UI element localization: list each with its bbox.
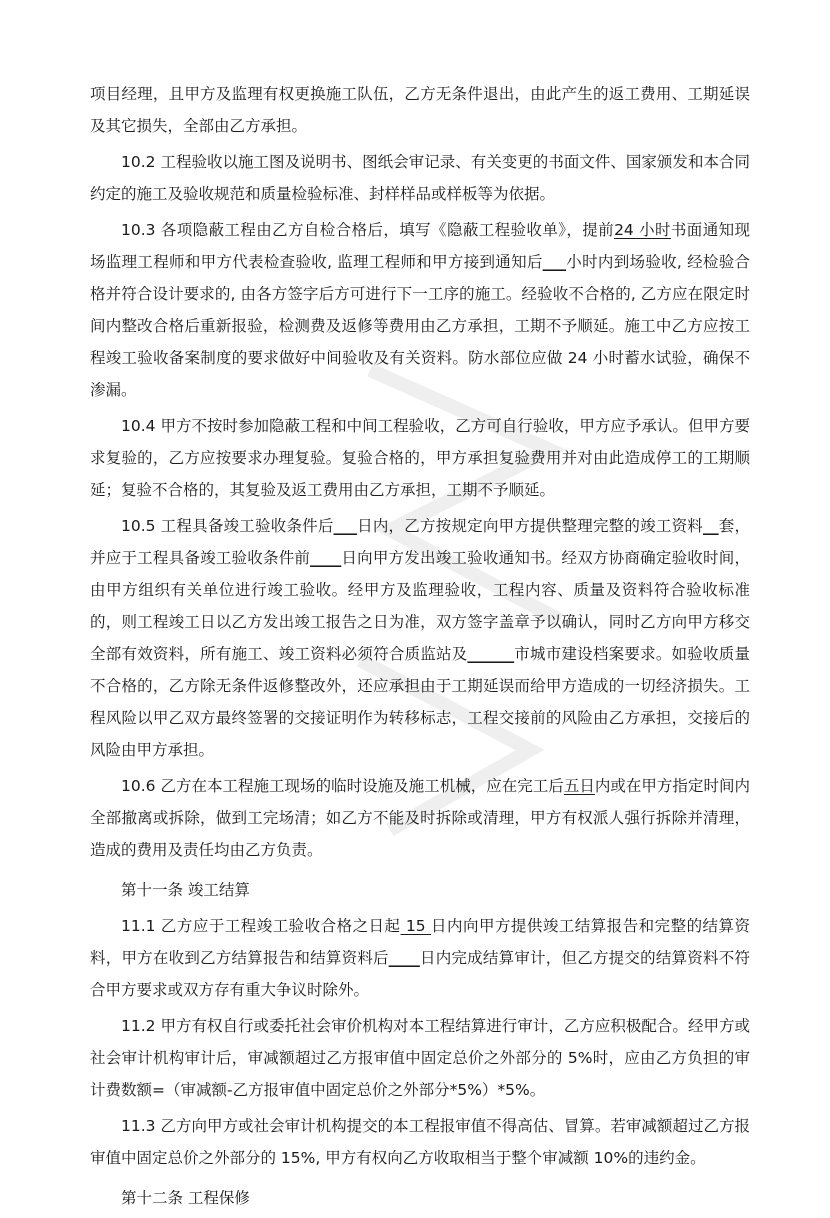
text-segment: 10.6 乙方在本工程施工现场的临时设施及施工机械，应在完工后 <box>121 777 564 795</box>
paragraph-11-1 <box>90 910 750 1006</box>
underlined-value: 15 <box>400 917 432 935</box>
paragraph-11-2: 11.2 甲方有权自行或委托社会审价机构对本工程结算进行审计，乙方应积极配合。经甲方或社会审计机构审计后，审减额超过乙方报审值中固定总价之外部分的 5%时，应由乙方负担的审计费数额=（审减额-乙方报审值中固定总价之外部分*5%）*5%。 <box>90 1017 750 1099</box>
text-segment: 市城市建设档案要求。如验收质量不合格的，乙方除无条件返修整改外，还应承担由于工期延误而给甲方造成的一切经济损失。工程风险以甲乙双方最终签署的交接证明作为转移标志，工程交接前的风险由乙方承担，交接后的风险由甲方承担。 <box>90 645 750 759</box>
paragraph-11-3: 11.3 乙方向甲方或社会审计机构提交的本工程报审值不得高估、冒算。若审减额超过乙方报审值中固定总价之外部分的 15%, 甲方有权向乙方收取相当于整个审减额 10%的违约金。 <box>90 1117 750 1167</box>
section-heading-11: 第十一条 竣工结算 <box>121 881 250 899</box>
text-segment: 书面通知现场监理工程师和甲方代表检查验收, 监理工程师和甲方接到通知后 <box>90 221 750 271</box>
text-segment: 日向甲方发出竣工验收通知书。经双方协商确定验收时间，由甲方组织有关单位进行竣工验收。经甲方及监理验收，工程内容、质量及资料符合验收标准的，则工程竣工日以乙方发出竣工报告之日为准，双方签字盖章予以确认，同时乙方向甲方移交全部有效资料，所有施工、竣工资料必须符合质监站及 <box>90 549 750 663</box>
section-heading-12: 第十二条 工程保修 <box>121 1189 250 1207</box>
document-body <box>90 78 750 1218</box>
paragraph-10-2: 10.2 工程验收以施工图及说明书、图纸会审记录、有关变更的书面文件、国家颁发和本合同约定的施工及验收规范和质量检验标准、封样样品或样板等为依据。 <box>90 153 750 203</box>
blank-field: ____ <box>388 949 420 967</box>
text-segment: 日内，乙方按规定向甲方提供整理完整的竣工资料 <box>356 517 704 535</box>
blank-field: ____ <box>310 549 342 567</box>
blank-field: ______ <box>467 645 515 663</box>
blank-field: __ <box>703 517 719 535</box>
text-segment: 日内完成结算审计，但乙方提交的结算资料不符合甲方要求或双方存有重大争议时除外。 <box>90 949 750 999</box>
blank-field: ___ <box>542 253 566 271</box>
text-segment: 内或在甲方指定时间内全部撤离或拆除，做到工完场清；如乙方不能及时拆除或清理，甲方有权派人强行拆除并清理，造成的费用及责任均由乙方负责。 <box>90 777 750 859</box>
text-segment: 10.3 各项隐蔽工程由乙方自检合格后，填写《隐蔽工程验收单》，提前 <box>121 221 615 239</box>
paragraph-10-5 <box>90 510 750 766</box>
text-segment: 小时内到场验收, 经检验合格并符合设计要求的, 由各方签字后方可进行下一工序的施工。经验收不合格的, 乙方应在限定时间内整改合格后重新报验，检测费及返修等费用由乙方承担，工期不予顺延。施工中乙方应按工程竣工验收备案制度的要求做好中间验收及有关资料。防水部位应做 24 小时蓄水试验，确保不渗漏。 <box>90 253 751 399</box>
text-segment: 日内向甲方提供竣工结算报告和完整的结算资料，甲方在收到乙方结算报告和结算资料后 <box>90 917 750 967</box>
text-segment: 11.1 乙方应于工程竣工验收合格之日起 <box>121 917 401 935</box>
paragraph-10-6 <box>90 770 750 866</box>
paragraph-intro: 项目经理，且甲方及监理有权更换施工队伍，乙方无条件退出，由此产生的返工费用、工期延误及其它损失，全部由乙方承担。 <box>90 85 750 135</box>
underlined-value: 五日 <box>563 777 595 795</box>
text-segment: 10.5 工程具备竣工验收条件后 <box>121 517 334 535</box>
blank-field: ___ <box>333 517 357 535</box>
text-segment: 套，并应于工程具备竣工验收条件前 <box>90 517 750 567</box>
paragraph-10-3 <box>90 214 750 406</box>
paragraph-10-4: 10.4 甲方不按时参加隐蔽工程和中间工程验收，乙方可自行验收，甲方应予承认。但甲方要求复验的，乙方应按要求办理复验。复验合格的，甲方承担复验费用并对由此造成停工的工期顺延；复验不合格的，其复验及返工费用由乙方承担，工期不予顺延。 <box>90 417 750 499</box>
underlined-value: 24 小时 <box>614 221 671 239</box>
